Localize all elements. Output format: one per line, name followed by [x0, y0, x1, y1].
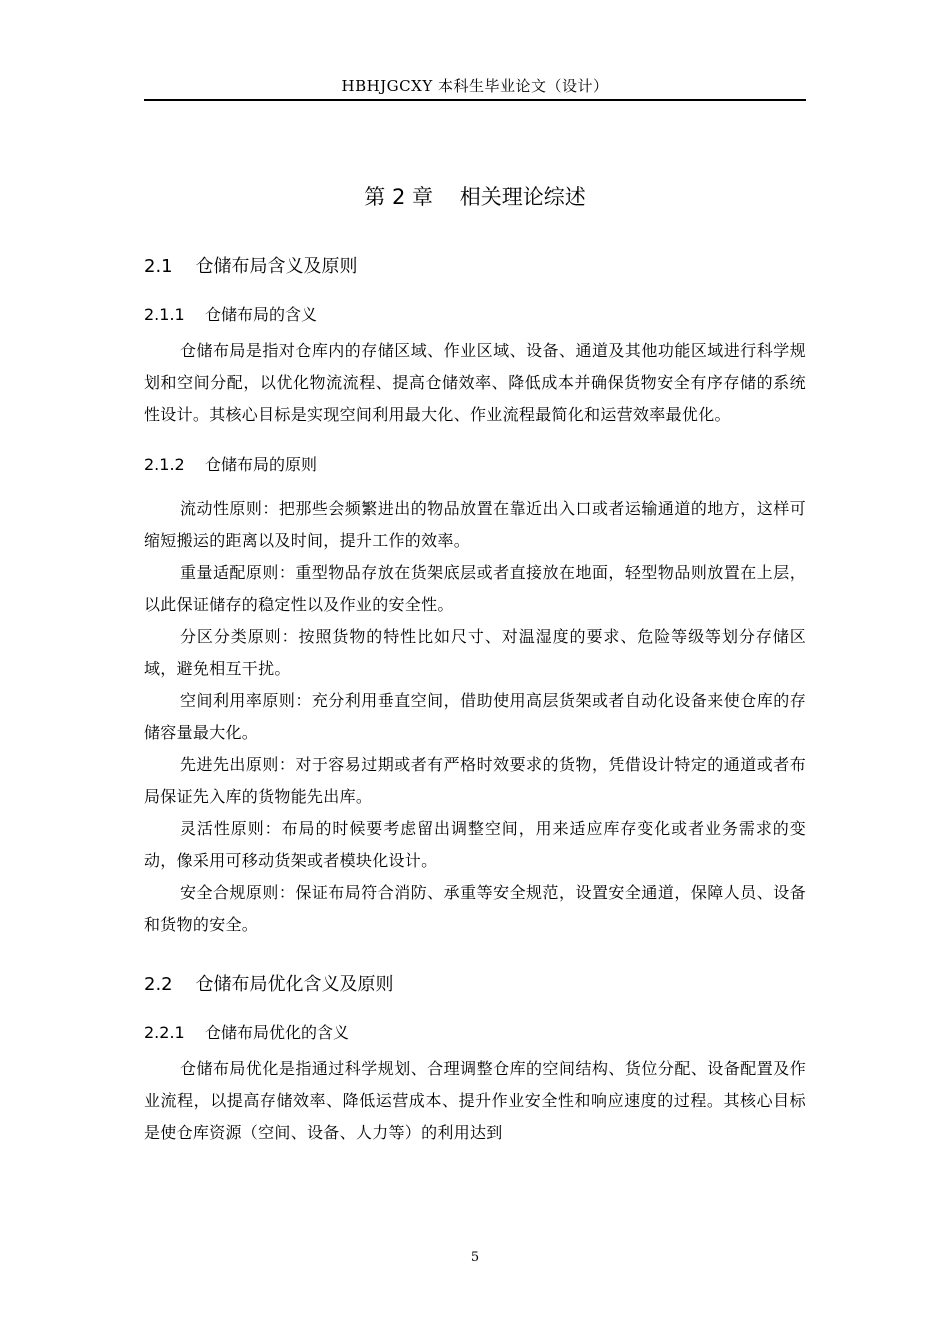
principle-paragraph: 先进先出原则：对于容易过期或者有严格时效要求的货物，凭借设计特定的通道或者布局保证先入库的货物能先出库。: [144, 755, 806, 806]
page-number: 5: [470, 1250, 480, 1265]
principle-paragraph: 灵活性原则：布局的时候要考虑留出调整空间，用来适应库存变化或者业务需求的变动，像采用可移动货架或者模块化设计。: [144, 819, 806, 870]
subsection-heading-2-2-1: 2.2.1 仓储布局优化的含义: [144, 1023, 350, 1042]
principle-paragraph: 分区分类原则：按照货物的特性比如尺寸、对温湿度的要求、危险等级等划分存储区域，避免相互干扰。: [144, 627, 806, 678]
running-header: HBHJGCXY 本科生毕业论文（设计）: [341, 77, 609, 95]
section-heading-2-2: 2.2 仓储布局优化含义及原则: [144, 974, 394, 995]
paragraph-layout-meaning: 仓储布局是指对仓库内的存储区域、作业区域、设备、通道及其他功能区域进行科学规划和空间分配，以优化物流流程、提高仓储效率、降低成本并确保货物安全有序存储的系统性设计。其核心目标是实现空间利用最大化、作业流程最简化和运营效率最优化。: [144, 341, 806, 424]
subsection-heading-2-1-2: 2.1.2 仓储布局的原则: [144, 455, 318, 474]
principle-paragraph: 重量适配原则：重型物品存放在货架底层或者直接放在地面，轻型物品则放置在上层，以此保证储存的稳定性以及作业的安全性。: [144, 563, 806, 614]
chapter-title: 第 2 章 相关理论综述: [364, 185, 586, 209]
header-rule: [144, 99, 806, 101]
principle-paragraph: 流动性原则：把那些会频繁进出的物品放置在靠近出入口或者运输通道的地方，这样可缩短搬运的距离以及时间，提升工作的效率。: [144, 499, 806, 550]
principle-paragraph: 空间利用率原则：充分利用垂直空间，借助使用高层货架或者自动化设备来使仓库的存储容量最大化。: [144, 691, 806, 742]
section-heading-2-1: 2.1 仓储布局含义及原则: [144, 256, 358, 277]
paragraph-optimization-meaning: 仓储布局优化是指通过科学规划、合理调整仓库的空间结构、货位分配、设备配置及作业流程，以提高存储效率、降低运营成本、提升作业安全性和响应速度的过程。其核心目标是使仓库资源（空间、设备、人力等）的利用达到: [144, 1059, 806, 1142]
page-body: [144, 177, 806, 1149]
subsection-heading-2-1-1: 2.1.1 仓储布局的含义: [144, 305, 318, 324]
principle-paragraph: 安全合规原则：保证布局符合消防、承重等安全规范，设置安全通道，保障人员、设备和货物的安全。: [144, 883, 806, 934]
